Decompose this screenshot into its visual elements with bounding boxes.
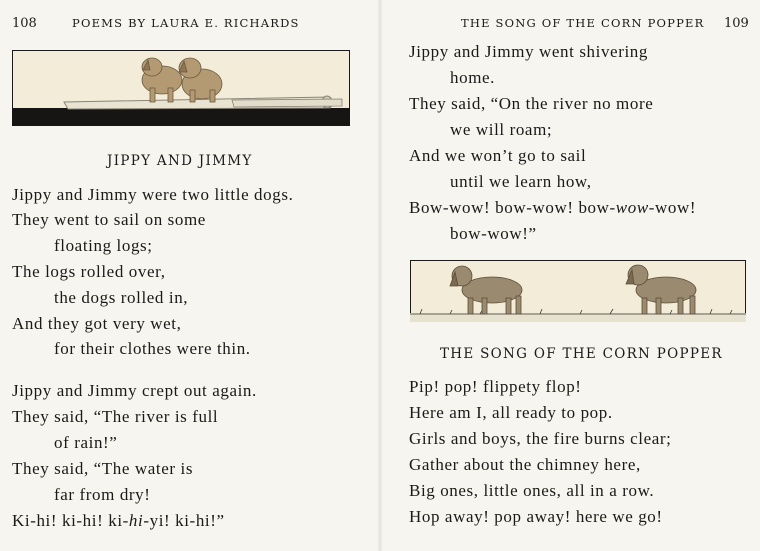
poem-line: Jippy and Jimmy went shivering	[409, 42, 648, 61]
poem-line: They went to sail on some	[12, 210, 206, 229]
poem-line	[409, 198, 696, 218]
poem-line: They said, “On the river no more	[409, 94, 654, 113]
poem-line: The logs rolled over,	[12, 262, 166, 281]
poem-line: And they got very wet,	[12, 314, 182, 333]
page-number-right: 109	[724, 16, 749, 31]
poem-line: the dogs rolled in,	[54, 288, 189, 307]
poem-line-part: -wow!	[648, 198, 697, 217]
poem-line: home.	[450, 68, 496, 87]
poem-line: Jippy and Jimmy were two little dogs.	[12, 185, 294, 204]
poem-line: for their clothes were thin.	[54, 339, 251, 358]
poem-line: until we learn how,	[450, 172, 592, 191]
poem-title-jippy-and-jimmy: JIPPY AND JIMMY	[107, 153, 253, 169]
wet-puppies-illustration	[410, 260, 746, 322]
poem-line-italic: hi	[128, 511, 144, 530]
poem-line: floating logs;	[54, 236, 153, 255]
puppies-on-log-illustration	[12, 50, 350, 126]
poem-line: Big ones, little ones, all in a row.	[409, 481, 655, 500]
poem-line-part: Ki-hi! ki-hi! ki-	[12, 511, 129, 530]
poem-line-part: -yi! ki-hi!”	[143, 511, 225, 530]
poem-line: And we won’t go to sail	[409, 146, 587, 165]
poem-line-italic: wow	[615, 198, 649, 217]
poem-line: Jippy and Jimmy crept out again.	[12, 381, 257, 400]
poem-title-song-of-the-corn-popper: THE SONG OF THE CORN POPPER	[440, 346, 723, 362]
poem-line: Pip! pop! flippety flop!	[409, 377, 582, 396]
poem-line: far from dry!	[54, 485, 151, 504]
right-page	[380, 0, 760, 551]
poem-line: bow-wow!”	[450, 224, 537, 243]
poem-line: of rain!”	[54, 433, 118, 452]
poem-line: Hop away! pop away! here we go!	[409, 507, 663, 526]
poem-line: Here am I, all ready to pop.	[409, 403, 613, 422]
poem-line	[12, 511, 225, 531]
poem-line-part: Bow-wow! bow-wow! bow-	[409, 198, 616, 217]
poem-line: They said, “The water is	[12, 459, 194, 478]
left-page	[0, 0, 378, 551]
page-number-left: 108	[12, 16, 37, 31]
poem-line: They said, “The river is full	[12, 407, 219, 426]
poem-line: Gather about the chimney here,	[409, 455, 641, 474]
running-head-left: POEMS BY LAURA E. RICHARDS	[72, 16, 300, 30]
poem-line: we will roam;	[450, 120, 553, 139]
running-head-right: THE SONG OF THE CORN POPPER	[461, 16, 705, 30]
poem-line: Girls and boys, the fire burns clear;	[409, 429, 672, 448]
